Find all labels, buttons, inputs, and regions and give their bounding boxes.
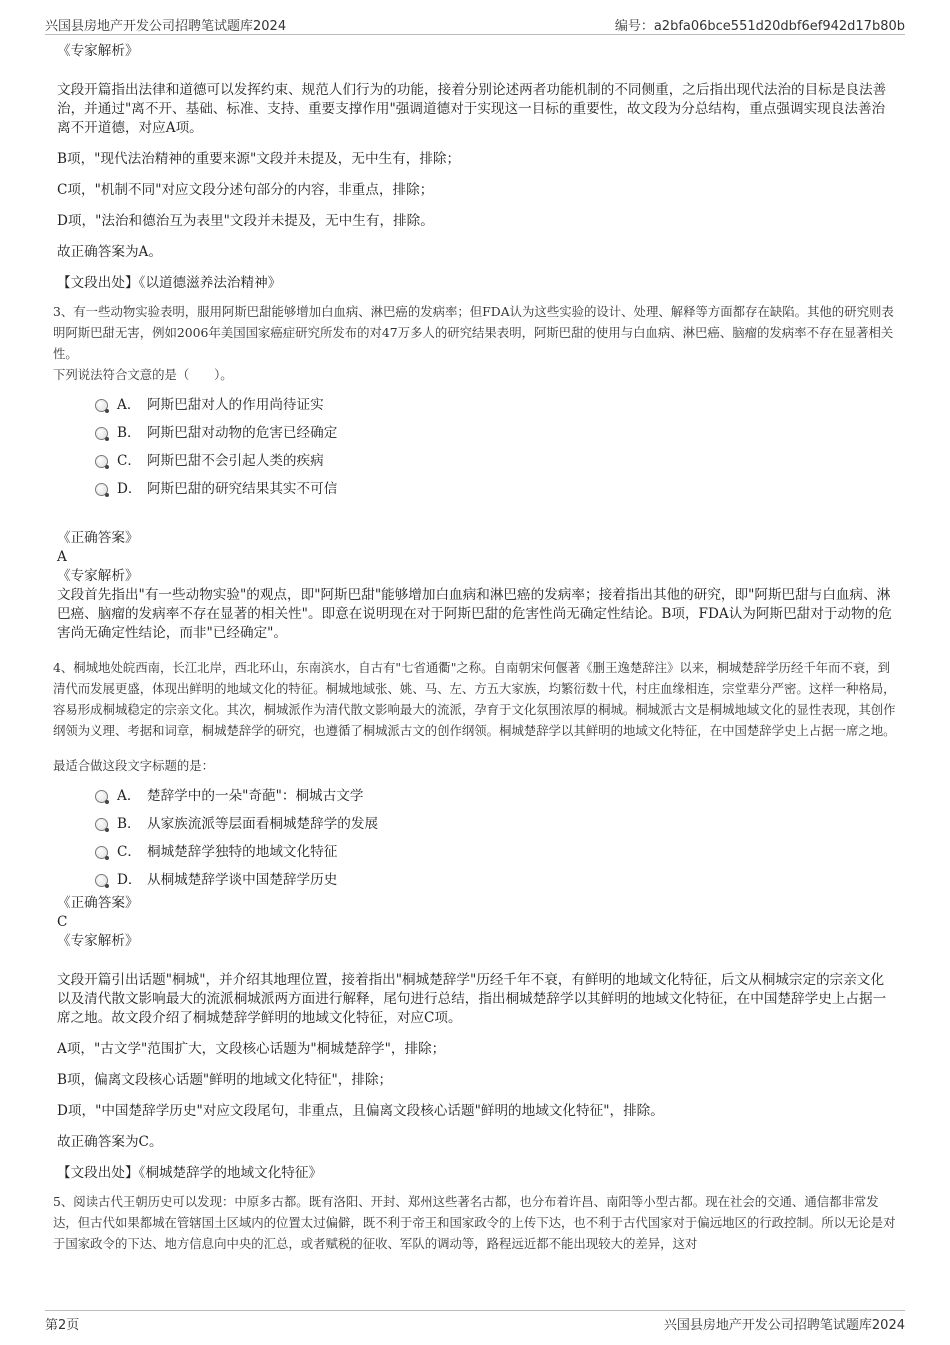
page-content (53, 42, 897, 1254)
option-letter: A． (117, 788, 141, 804)
option-text: 阿斯巴甜对人的作用尚待证实 (147, 397, 324, 413)
radio-icon[interactable] (95, 455, 108, 468)
radio-icon[interactable] (95, 427, 108, 440)
analysis-paragraph: B项，偏离文段核心话题"鲜明的地域文化特征"，排除； (57, 1072, 393, 1088)
option-letter: A． (117, 397, 141, 413)
correct-answer-title: 《正确答案》 (57, 895, 139, 911)
source-citation: 【文段出处】《桐城楚辞学的地域文化特征》 (57, 1165, 323, 1181)
radio-icon[interactable] (95, 846, 108, 859)
analysis-paragraph: D项，"法治和德治互为表里"文段并未提及，无中生有，排除。 (57, 213, 434, 229)
expert-analysis-title: 《专家解析》 (57, 43, 139, 59)
question-4-stem: 4、桐城地处皖西南，长江北岸，西北环山，东南滨水，自古有"七省通衢"之称。自南朝宋何偃著《删王逸楚辞注》以来，桐城楚辞学历经千年而不衰，到清代而发展更盛，体现出鲜明的地域文化的特征。桐城地域张、姚、马、左、方五大家族，均繁衍数十代，村庄血缘相连，宗堂辈分严密。这样一种格局，容易形成桐城稳定的宗亲文化。其次，桐城派作为清代散文影响最大的流派，孕育于文化氛围浓厚的桐城。桐城派古文是桐城地域文化的显性表现，其创作纲领为义理、考据和词章，桐城楚辞学的研究，也遵循了桐城派古文的创作纲领。桐城楚辞学以其鲜明的地域文化特征，在中国楚辞学史上占据一席之地。 (53, 660, 896, 738)
analysis-paragraph: A项，"古文学"范围扩大，文段核心话题为"桐城楚辞学"，排除； (57, 1041, 446, 1057)
option-letter: C． (117, 844, 141, 860)
option-d[interactable] (95, 866, 897, 894)
radio-icon[interactable] (95, 790, 108, 803)
option-text: 阿斯巴甜对动物的危害已经确定 (147, 425, 338, 441)
expert-analysis-title: 《专家解析》 (57, 933, 139, 949)
question-3-options (95, 391, 897, 503)
option-letter: D． (117, 872, 142, 888)
radio-icon[interactable] (95, 399, 108, 412)
expert-analysis-title: 《专家解析》 (57, 568, 139, 584)
option-a[interactable] (95, 391, 897, 419)
option-text: 从家族流派等层面看桐城楚辞学的发展 (147, 816, 379, 832)
analysis-paragraph: 文段开篇指出法律和道德可以发挥约束、规范人们行为的功能，接着分别论述两者功能机制的不同侧重，之后指出现代法治的目标是良法善治，并通过"离不开、基础、标准、支持、重要支撑作用"强调道德对于实现这一目标的重要性，故文段为分总结构，重点强调实现良法善治离不开道德，对应A项。 (57, 82, 887, 136)
source-citation: 【文段出处】《以道德滋养法治精神》 (57, 275, 282, 291)
option-text: 楚辞学中的一朵"奇葩"：桐城古文学 (147, 788, 364, 804)
analysis-conclusion: 故正确答案为A。 (57, 244, 162, 260)
radio-icon[interactable] (95, 818, 108, 831)
analysis-paragraph: 文段首先指出"有一些动物实验"的观点，即"阿斯巴甜"能够增加白血病和淋巴癌的发病率；接着指出其他的研究，即"阿斯巴甜与白血病、淋巴癌、脑瘤的发病率不存在显著的相关性"。即意在说明现在对于阿斯巴甜的危害性尚无确定性结论。B项，FDA认为阿斯巴甜对于动物的危害尚无确定性结论，而非"已经确定"。 (57, 587, 892, 641)
correct-answer-value: C (57, 914, 68, 930)
question-3-prompt: 下列说法符合文意的是（ ）。 (53, 367, 233, 382)
option-letter: B． (117, 425, 141, 441)
header-title: 兴国县房地产开发公司招聘笔试题库2024 (45, 19, 287, 34)
option-letter: B． (117, 816, 141, 832)
analysis-conclusion: 故正确答案为C。 (57, 1134, 163, 1150)
analysis-paragraph: C项，"机制不同"对应文段分述句部分的内容，非重点，排除； (57, 182, 434, 198)
header-doc-id: 编号：a2bfa06bce551d20dbf6ef942d17b80b (614, 19, 905, 34)
page-number: 第2页 (45, 1318, 80, 1333)
footer-title: 兴国县房地产开发公司招聘笔试题库2024 (663, 1318, 905, 1333)
question-4-prompt: 最适合做这段文字标题的是： (53, 758, 215, 773)
correct-answer-title: 《正确答案》 (57, 530, 139, 546)
option-d[interactable] (95, 475, 897, 503)
question-4-options (95, 782, 897, 894)
option-b[interactable] (95, 419, 897, 447)
radio-icon[interactable] (95, 874, 108, 887)
option-b[interactable] (95, 810, 897, 838)
question-3-stem: 3、有一些动物实验表明，服用阿斯巴甜能够增加白血病、淋巴癌的发病率；但FDA认为这些实验的设计、处理、解释等方面都存在缺陷。其他的研究则表明阿斯巴甜无害，例如2006年美国国家癌症研究所发布的对47万多人的研究结果表明，阿斯巴甜的使用与白血病、淋巴癌、脑瘤的发病率不存在显著相关性。 (53, 304, 894, 361)
radio-icon[interactable] (95, 483, 108, 496)
page-footer (45, 1310, 905, 1333)
option-letter: C． (117, 453, 141, 469)
analysis-paragraph: B项，"现代法治精神的重要来源"文段并未提及，无中生有，排除； (57, 151, 461, 167)
option-text: 阿斯巴甜不会引起人类的疾病 (147, 453, 324, 469)
option-text: 桐城楚辞学独特的地域文化特征 (147, 844, 338, 860)
option-text: 阿斯巴甜的研究结果其实不可信 (147, 481, 338, 497)
analysis-paragraph: D项，"中国楚辞学历史"对应文段尾句，非重点，且偏离文段核心话题"鲜明的地域文化特征"，排除。 (57, 1103, 664, 1119)
page-header (45, 12, 905, 35)
question-5-stem: 5、阅读古代王朝历史可以发现：中原多古都。既有洛阳、开封、郑州这些著名古都，也分布着许昌、南阳等小型古都。现在社会的交通、通信都非常发达，但古代如果都城在管辖国土区域内的位置太过偏僻，既不利于帝王和国家政令的上传下达，也不利于古代国家对于偏远地区的行政控制。所以无论是对于国家政令的下达、地方信息向中央的汇总，或者赋税的征收、军队的调动等，路程远近都不能出现较大的差异，这对 (53, 1194, 896, 1251)
correct-answer-value: A (57, 549, 67, 565)
option-a[interactable] (95, 782, 897, 810)
option-text: 从桐城楚辞学谈中国楚辞学历史 (147, 872, 338, 888)
option-letter: D． (117, 481, 142, 497)
analysis-paragraph: 文段开篇引出话题"桐城"，并介绍其地理位置，接着指出"桐城楚辞学"历经千年不衰，有鲜明的地域文化特征，后文从桐城宗定的宗亲文化以及清代散文影响最大的流派桐城派两方面进行解释，尾句进行总结，指出桐城楚辞学以其鲜明的地域文化特征，在中国楚辞学史上占据一席之地。故文段介绍了桐城楚辞学鲜明的地域文化特征，对应C项。 (57, 972, 887, 1026)
option-c[interactable] (95, 447, 897, 475)
option-c[interactable] (95, 838, 897, 866)
